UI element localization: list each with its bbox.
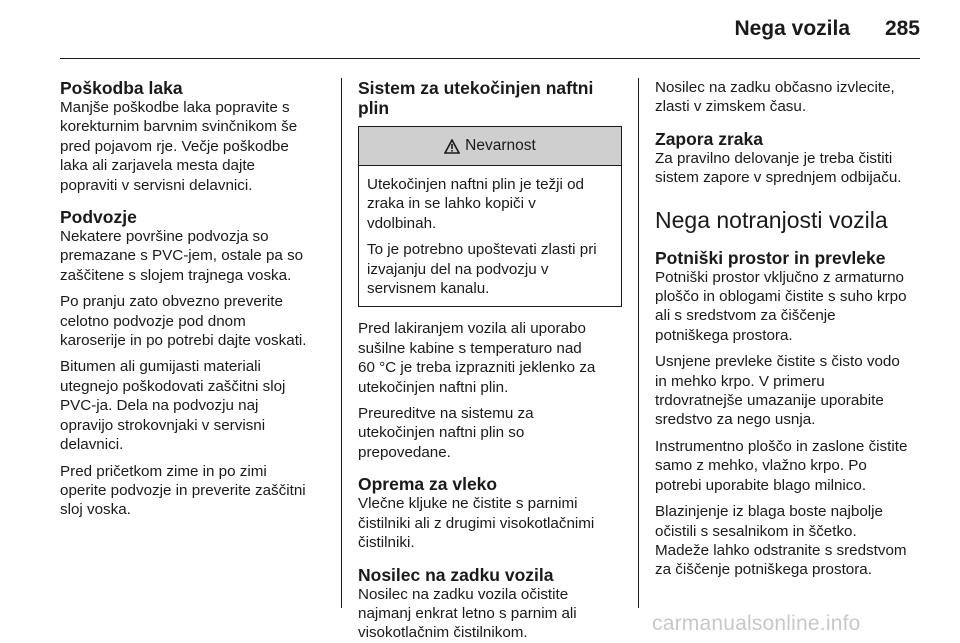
text-line: sistem zapore v sprednjem odbijaču. <box>655 169 902 187</box>
text-line: in mehko krpo. V primeru <box>655 372 825 390</box>
text-line: ploščo in oblogami čistite s suho krpo <box>655 288 907 306</box>
paragraph <box>60 98 330 195</box>
text-line: Za pravilno delovanje je treba čistiti <box>655 149 893 167</box>
warning-box <box>358 126 622 307</box>
text-line: utekočinjen naftni plin. <box>358 378 509 396</box>
text-line: opravijo strokovnjaki v servisni <box>60 416 266 434</box>
text-line: karoserije in po potrebi dajte voskati. <box>60 332 307 350</box>
warning-triangle-icon <box>444 139 460 154</box>
text-line: To je potrebno upoštevati zlasti pri <box>367 241 597 259</box>
text-line: laka ali zarjavela mesta dajte <box>60 157 256 175</box>
paragraph <box>358 404 628 462</box>
text-line: Blazinjenje iz blaga boste najbolje <box>655 503 883 521</box>
text-line: Nekatere površine podvozja so <box>60 228 269 246</box>
section-title-rear-carrier: Nosilec na zadku vozila <box>358 564 554 585</box>
section-title-towing-equipment: Oprema za vleko <box>358 474 498 495</box>
page-header <box>0 0 960 50</box>
text-line: Vlečne kljuke ne čistite s parnimi <box>358 495 578 513</box>
paragraph <box>655 149 925 188</box>
text-line: prepovedane. <box>358 443 451 461</box>
text-line: Nosilec na zadku občasno izvlecite, <box>655 79 895 96</box>
text-line: Nosilec na zadku vozila očistite <box>358 585 569 603</box>
text-line: zlasti v zimskem času. <box>655 98 807 116</box>
text-line: čistilniki ali z drugimi visokotlačnimi <box>358 514 595 532</box>
text-line: celotno podvozje pod dnom <box>60 312 246 330</box>
paragraph <box>655 268 925 346</box>
text-line: potrebi uporabite blago milnico. <box>655 476 867 494</box>
text-line: Po pranju zato obvezno preverite <box>60 293 283 311</box>
paragraph <box>655 437 925 495</box>
text-line: utegnejo poškodovati zaščitni sloj <box>60 377 286 395</box>
paragraph <box>655 352 925 430</box>
header-rule <box>60 58 920 59</box>
text-line: Madeže lahko odstranite s sredstvom <box>655 541 907 559</box>
text-line: Bitumen ali gumijasti materiali <box>60 358 261 376</box>
text-line: popraviti v servisni delavnici. <box>60 176 253 194</box>
text-line: servisnem kanalu. <box>367 280 490 298</box>
text-line: operite podvozje in preverite zaščitni <box>60 481 306 499</box>
text-line: Usnjene prevleke čistite s čisto vodo <box>655 353 900 371</box>
text-line: PVC-ja. Dela na podvozju naj <box>60 397 259 415</box>
text-line: Potniški prostor vključno z armaturno <box>655 268 905 286</box>
column-1 <box>60 78 330 520</box>
text-line: očistili s sesalnikom in ščetko. <box>655 522 857 540</box>
column-divider-1 <box>341 78 342 608</box>
text-line: sušilne kabine s temperaturo nad <box>358 339 582 357</box>
text-line: najmanj enkrat letno s parnim ali <box>358 604 577 622</box>
warning-label: Nevarnost <box>465 137 536 155</box>
section-title-passenger-compartment: Potniški prostor in prevleke <box>655 247 886 268</box>
text-line: pred pojavom rje. Večje poškodbe <box>60 137 289 155</box>
paragraph <box>655 78 925 117</box>
watermark: carmanualsonline.info <box>652 612 861 635</box>
text-line: sredstvo za nego usnja. <box>655 411 816 429</box>
section-title-paint-damage: Poškodba laka <box>60 78 183 98</box>
text-line: izvajanju del na podvozju v <box>367 260 549 278</box>
paragraph <box>60 227 330 285</box>
header-title: Nega vozila <box>734 17 850 40</box>
text-line: utekočinjen naftni plin so <box>358 424 525 442</box>
text-line: sloj voska. <box>60 501 131 519</box>
text-line: samo z mehko, vlažno krpo. Po <box>655 457 867 475</box>
column-3 <box>655 78 925 580</box>
text-line: Preureditve na sistemu za <box>358 405 534 423</box>
text-line: premazane s PVC-jem, ostale pa so <box>60 247 304 265</box>
section-title-air-shutter: Zapora zraka <box>655 128 763 149</box>
paragraph <box>367 240 613 298</box>
paragraph <box>655 502 925 580</box>
text-line: delavnici. <box>60 436 124 454</box>
text-line: za čiščenje potniškega prostora. <box>655 561 872 579</box>
text-line: visokotlačnim čistilnikom. <box>358 624 528 642</box>
text-line: Pred lakiranjem vozila ali uporabo <box>358 320 586 338</box>
text-line: čistilniki. <box>358 534 415 552</box>
text-line: vdolbinah. <box>367 214 437 232</box>
section-title-lpg-system: Sistem za utekočinjen naftni plin <box>358 78 594 118</box>
text-line: Instrumentno ploščo in zaslone čistite <box>655 437 908 455</box>
text-line: korekturnim barvnim svinčnikom še <box>60 118 298 136</box>
paragraph <box>367 175 613 233</box>
section-title-underbody: Podvozje <box>60 207 137 228</box>
text-line: Utekočinjen naftni plin je težji od <box>367 176 584 193</box>
text-line: Manjše poškodbe laka popravite s <box>60 99 290 116</box>
text-line: zraka in se lahko kopiči v <box>367 195 536 213</box>
paragraph <box>60 462 330 520</box>
paragraph <box>60 292 330 350</box>
warning-header <box>359 127 621 166</box>
text-line: potniškega prostora. <box>655 326 793 344</box>
paragraph <box>358 585 628 643</box>
paragraph <box>358 494 628 552</box>
page-number: 285 <box>884 17 920 40</box>
chapter-title-interior-care: Nega notranjosti vozila <box>655 206 888 233</box>
text-line: 60 °C je treba izprazniti jeklenko za <box>358 359 596 377</box>
column-2 <box>358 78 628 643</box>
text-line: trdovratnejše umazanije uporabite <box>655 392 884 410</box>
paragraph <box>358 319 628 397</box>
text-line: zaščitene s slojem trajnega voska. <box>60 266 292 284</box>
column-divider-2 <box>638 78 639 608</box>
text-line: ali s sredstvom za čiščenje <box>655 307 836 325</box>
paragraph <box>60 357 330 454</box>
text-line: Pred pričetkom zime in po zimi <box>60 462 267 480</box>
warning-body <box>359 166 621 306</box>
